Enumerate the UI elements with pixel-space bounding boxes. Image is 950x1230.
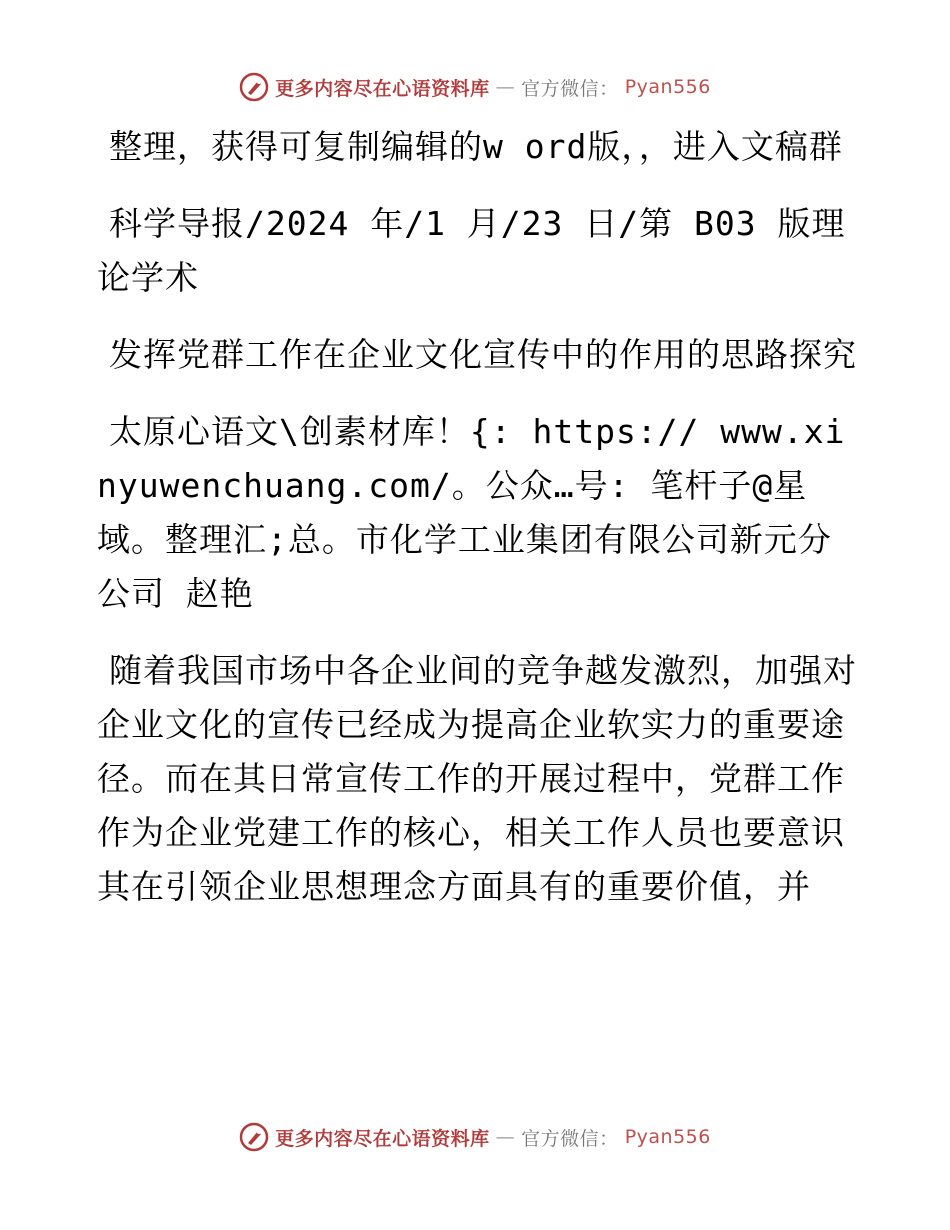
pen-nib-circle-icon [239, 72, 269, 102]
watermark-brand: 更多内容尽在心语资料库 [275, 77, 490, 100]
document-body [97, 120, 857, 937]
footer-watermark [0, 1122, 950, 1152]
watermark-wechat-id: Pyan556 [624, 76, 711, 98]
paragraph-body: 随着我国市场中各企业间的竞争越发激烈，加强对企业文化的宣传已经成为提高企业软实力的重要途径。而在其日常宣传工作的开展过程中，党群工作作为企业党建工作的核心，相关工作人员也要意识其在引领企业思想理念方面具有的重要价值，并 [97, 651, 857, 906]
watermark-official-label: 官方微信： [521, 77, 619, 100]
header-watermark [0, 72, 950, 102]
watermark-separator: — [495, 1126, 516, 1148]
pen-nib-circle-icon [239, 1122, 269, 1152]
paragraph-title: 发挥党群工作在企业文化宣传中的作用的思路探究 [109, 335, 857, 374]
paragraph-author: 太原心语文\创素材库！{: https:// www.xinyuwenchuang.com/。公众…号: 笔杆子@星域。整理汇;总。市化学工业集团有限公司新元分公司 赵艳 [97, 412, 846, 613]
watermark-official-label: 官方微信： [521, 1127, 619, 1150]
paragraph-source: 科学导报/2024 年/1 月/23 日/第 B03 版理论学术 [97, 204, 846, 297]
watermark-brand: 更多内容尽在心语资料库 [275, 1127, 490, 1150]
watermark-separator: — [495, 76, 516, 98]
paragraph-intro: 整理，获得可复制编辑的w ord版，，进入文稿群 [109, 127, 843, 166]
watermark-wechat-id: Pyan556 [624, 1126, 711, 1148]
